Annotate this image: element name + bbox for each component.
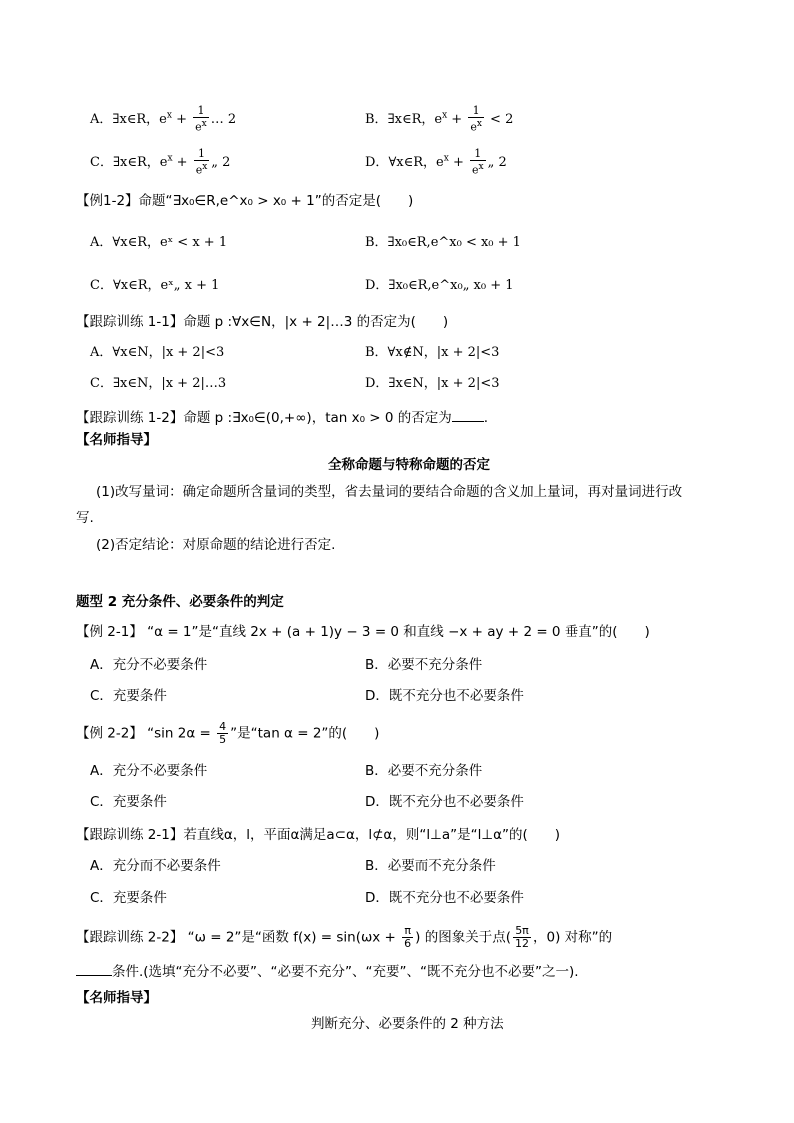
guide-paragraph-2: (2)否定结论：对原命题的结论进行否定.: [96, 537, 336, 553]
exponent: x: [167, 153, 173, 164]
guide-heading: 判断充分、必要条件的 2 种方法: [311, 1016, 504, 1032]
guide-paragraph-1: (1)改写量词：确定命题所含量词的类型，省去量词的要结合命题的含义加上量词，再对量词进行改: [96, 484, 683, 500]
denominator-exp: x: [202, 162, 208, 172]
option-tail: < 2: [485, 111, 514, 127]
denominator: 6: [404, 937, 412, 950]
numerator: 1: [197, 104, 205, 117]
fraction: [468, 105, 484, 134]
denominator: 12: [515, 937, 529, 950]
guide-heading: 全称命题与特称命题的否定: [328, 457, 490, 473]
operator: +: [171, 111, 192, 127]
question-text-tail: ，0) 对称”的: [533, 929, 613, 946]
option-text: ∀x∈R，e: [388, 154, 444, 170]
question-text: 【例 2-2】 “sin 2α =: [76, 725, 216, 742]
fraction: [193, 105, 209, 134]
example-2-1-title: 【例 2-1】 “α = 1”是“直线 2x + (a + 1)y − 3 = 0 和直线 −x + ay + 2 = 0 垂直”的( ): [76, 624, 650, 640]
question-text: 条件.(选填“充分不必要”、“必要不充分”、“充要”、“既不充分也不必要”之一).: [112, 964, 579, 980]
option-text: ∃x∈R，e: [112, 154, 168, 170]
exponent: x: [166, 110, 172, 121]
option-text: ∃x∈R，e: [112, 111, 167, 127]
option-a: A．充分而不必要条件: [90, 858, 221, 874]
tracking-1-1-title: 【跟踪训练 1-1】命题 p :∀x∈N，|x + 2|…3 的否定为( ): [76, 314, 449, 330]
denominator: [194, 160, 210, 177]
fraction: [513, 925, 531, 950]
option-tail: „ 2: [487, 154, 507, 170]
option-label: A．: [90, 111, 113, 127]
operator: +: [448, 154, 468, 170]
option-a: A．充分不必要条件: [90, 763, 208, 779]
option-b: B．∃x₀∈R,e^x₀ < x₀ + 1: [365, 235, 521, 250]
fraction: [470, 148, 486, 177]
option-tail: … 2: [210, 111, 237, 127]
tracking-1-2-title: [76, 408, 488, 428]
denominator-base: e: [195, 163, 203, 177]
denominator-base: e: [471, 163, 479, 177]
option-c: [90, 148, 230, 177]
numerator: 1: [198, 147, 205, 160]
answer-blank: [452, 409, 484, 422]
section-heading: 题型 2 充分条件、必要条件的判定: [76, 594, 284, 610]
option-d: D．既不充分也不必要条件: [365, 794, 524, 810]
option-label: B．: [365, 111, 388, 127]
exponent: x: [443, 153, 449, 164]
option-c: C．充要条件: [90, 890, 167, 906]
denominator: 5: [219, 733, 227, 746]
option-b: B．∀x∉N，|x + 2|<3: [365, 345, 500, 360]
numerator: 1: [472, 104, 480, 117]
option-c: C．充要条件: [90, 794, 167, 810]
denominator: [468, 117, 484, 134]
denominator: [193, 117, 209, 134]
exponent: x: [442, 110, 448, 121]
option-a: A．∀x∈R，eˣ < x + 1: [90, 235, 228, 250]
option-c: C．∀x∈R，eˣ„ x + 1: [90, 278, 220, 293]
denominator-exp: x: [478, 162, 484, 172]
fraction: [194, 148, 210, 177]
denominator-base: e: [470, 120, 477, 134]
denominator-base: e: [195, 120, 202, 134]
option-c: C．充要条件: [90, 688, 167, 704]
example-1-2-title: 【例1-2】命题“∃x₀∈R,e^x₀ > x₀ + 1”的否定是( ): [76, 193, 414, 209]
fraction: [402, 925, 413, 950]
question-text-tail: ”是“tan α = 2”的( ): [230, 725, 380, 742]
option-a: [90, 105, 236, 134]
guide-paragraph-1-cont: 写.: [76, 510, 94, 526]
tracking-2-2-title: [76, 925, 612, 950]
option-b: [365, 105, 513, 134]
option-label: C．: [90, 154, 113, 170]
period: .: [483, 410, 489, 426]
option-text: ∃x∈R，e: [387, 111, 443, 127]
tracking-2-1-title: 【跟踪训练 2-1】若直线α，l，平面α满足a⊂α，l⊄α，则“l⊥a”是“l⊥α”的( ): [76, 827, 561, 843]
question-text: 【跟踪训练 2-2】 “ω = 2”是“函数 f(x) = sin(ωx +: [76, 929, 401, 946]
fraction: [217, 721, 228, 746]
numerator: 4: [219, 720, 227, 733]
option-d: D．∃x∈N，|x + 2|<3: [365, 376, 500, 391]
option-b: B．必要而不充分条件: [365, 858, 496, 874]
numerator: 5π: [515, 924, 529, 937]
question-text: 【跟踪训练 1-2】命题 p :∃x₀∈(0,+∞)，tan x₀ > 0 的否定为: [76, 410, 452, 426]
denominator-exp: x: [476, 119, 482, 129]
option-d: D．既不充分也不必要条件: [365, 890, 524, 906]
denominator: [470, 160, 486, 177]
option-a: A．充分不必要条件: [90, 657, 208, 673]
option-c: C．∃x∈N，|x + 2|…3: [90, 376, 227, 391]
guide-label: 【名师指导】: [76, 432, 157, 448]
example-2-2-title: [76, 721, 379, 746]
operator: +: [447, 111, 467, 127]
option-b: B．必要不充分条件: [365, 763, 483, 779]
numerator: 1: [474, 147, 482, 160]
denominator-exp: x: [201, 119, 207, 129]
option-label: D．: [365, 154, 389, 170]
numerator: π: [404, 924, 411, 937]
option-d: D．既不充分也不必要条件: [365, 688, 524, 704]
option-tail: „ 2: [211, 154, 231, 170]
guide-label: 【名师指导】: [76, 990, 157, 1006]
option-a: A．∀x∈N，|x + 2|<3: [90, 345, 225, 360]
option-d: [365, 148, 507, 177]
tracking-2-2-line2: [76, 962, 579, 982]
answer-blank: [76, 963, 112, 976]
option-d: D．∃x₀∈R,e^x₀„ x₀ + 1: [365, 278, 514, 293]
operator: +: [172, 154, 192, 170]
option-b: B．必要不充分条件: [365, 657, 483, 673]
question-text-mid: ) 的图象关于点(: [415, 929, 511, 946]
